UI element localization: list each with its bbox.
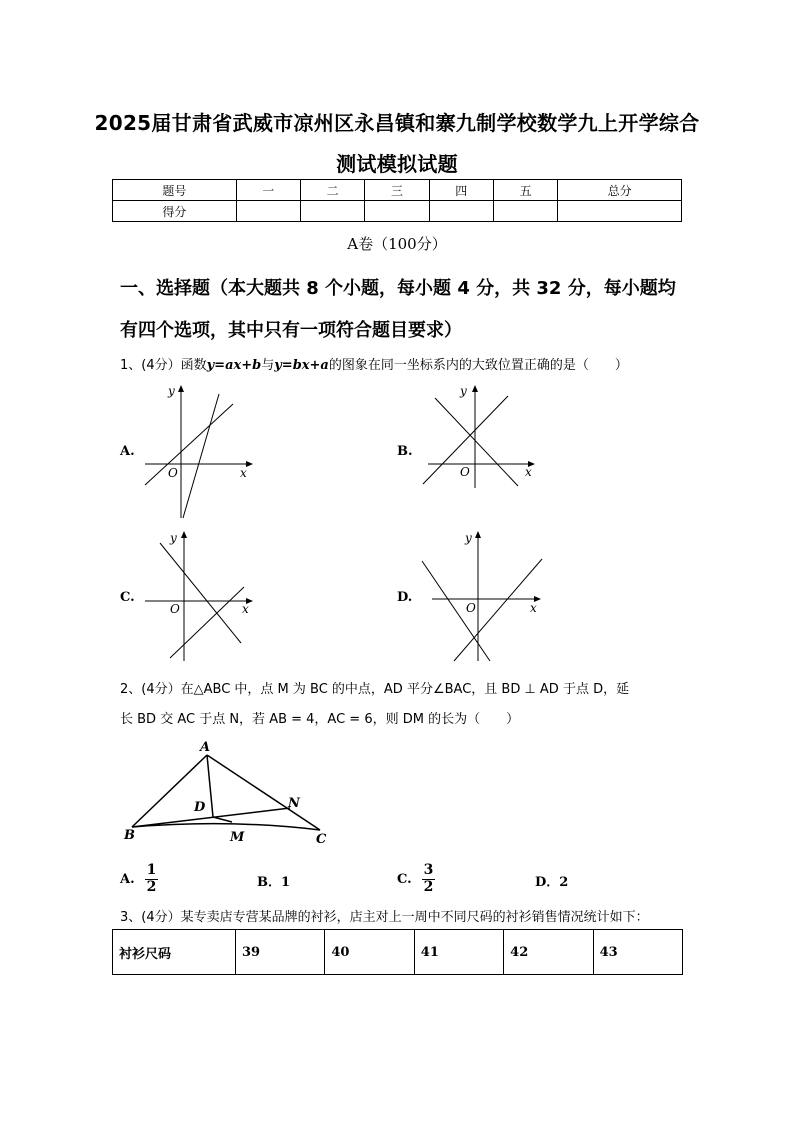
q2-option-b[interactable]: B．1 [257,875,291,890]
table-row [113,930,683,975]
q1-function-2: y=bx+a [274,358,329,373]
q1-function-1: y=ax+b [206,358,262,373]
score-table-header-row [113,180,682,201]
table-cell: 39 [236,930,325,975]
side-ac [207,755,320,830]
fraction-numerator: 1 [146,862,157,879]
score-cell[interactable] [236,201,300,222]
line-1 [422,561,490,661]
table-header-cell: 衬衫尺码 [113,930,236,975]
q1-option-d-label[interactable]: D. [397,590,413,605]
score-table-score-row [113,201,682,222]
score-cell[interactable] [365,201,429,222]
q1-option-a-label[interactable]: A. [120,444,135,459]
origin-label: O [168,466,178,480]
q1-graph-c [140,528,255,663]
line-2 [183,394,219,518]
exam-title-line1: 2025届甘肃省武威市凉州区永昌镇和寨九制学校数学九上开学综合 [94,111,700,135]
q1-option-b-label[interactable]: B. [397,444,413,459]
q1-prefix: 1、(4分）函数 [120,358,207,373]
table-cell: 43 [593,930,682,975]
exam-title-line2: 测试模拟试题 [336,152,458,176]
line-1 [435,398,518,486]
line-2 [170,587,244,658]
score-table-header-cell: 题号 [113,180,237,201]
x-axis-label: x [242,602,249,616]
point-b-label: B [124,828,135,843]
score-table-header-cell: 二 [300,180,364,201]
point-d-label: D [194,800,206,815]
fraction-denominator: 2 [146,878,157,895]
segment-ad [207,755,213,817]
line-1 [145,404,233,485]
q1-graph-d [420,528,545,663]
origin-label: O [460,465,470,479]
table-cell: 41 [414,930,503,975]
point-c-label: C [316,832,327,847]
q1-graph-a [140,380,255,520]
point-a-label: A [200,740,211,755]
q1-graph-b [420,380,540,490]
score-table-header-cell: 三 [365,180,429,201]
fraction-numerator: 3 [423,862,434,879]
question-2-line2: 长 BD 交 AC 于点 N，若 AB = 4，AC = 6，则 DM 的长为（ ） [120,712,520,727]
y-axis-label: y [170,531,177,545]
x-axis-label: x [530,601,537,615]
x-axis-label: x [240,466,247,480]
q2-option-c-label: C. [397,871,412,887]
score-cell[interactable] [429,201,493,222]
score-cell[interactable] [300,201,364,222]
point-m-label: M [230,830,245,845]
score-cell[interactable] [493,201,557,222]
q2-option-c-fraction [422,863,436,895]
shirt-size-table [112,929,683,975]
part1-heading-line2: 有四个选项，其中只有一项符合题目要求） [120,320,462,341]
line-1 [160,543,241,643]
score-row-label: 得分 [113,201,237,222]
question-2-line1: 2、(4分）在△ABC 中，点 M 为 BC 的中点，AD 平分∠BAC，且 BD ⊥ AD 于点 D，延 [120,682,630,697]
side-bc [132,824,320,830]
fraction-denominator: 2 [423,878,434,895]
y-axis-label: y [465,531,472,545]
y-axis-label: y [460,384,467,398]
q1-suffix: 的图象在同一坐标系内的大致位置正确的是（ ） [328,358,628,373]
side-ab [132,755,207,827]
q2-option-a-label: A. [120,871,135,887]
segment-dm [213,817,232,822]
paper-section-heading: A卷（100分） [347,235,447,253]
question-1-text [120,354,628,373]
q2-triangle-figure [120,735,340,850]
score-table-header-cell: 五 [493,180,557,201]
y-axis-label: y [168,384,175,398]
q1-mid: 与 [261,358,275,373]
x-axis-label: x [525,465,532,479]
origin-label: O [466,601,476,615]
score-table [112,179,682,222]
table-cell: 42 [504,930,593,975]
score-table-header-cell: 四 [429,180,493,201]
question-3-text: 3、(4分）某专卖店专营某品牌的衬衫，店主对上一周中不同尺码的衬衫销售情况统计如下： [120,910,649,925]
q2-option-d[interactable]: D．2 [535,875,569,890]
part1-heading-line1: 一、选择题（本大题共 8 个小题，每小题 4 分，共 32 分，每小题均 [120,278,676,299]
q2-option-a[interactable] [120,859,158,899]
score-table-header-cell: 总分 [558,180,682,201]
q1-option-c-label[interactable]: C. [120,590,135,605]
point-n-label: N [288,796,300,811]
origin-label: O [170,602,180,616]
table-cell: 40 [325,930,414,975]
q2-option-c[interactable] [397,859,435,899]
score-cell[interactable] [558,201,682,222]
score-table-header-cell: 一 [236,180,300,201]
q2-option-a-fraction [145,863,159,895]
